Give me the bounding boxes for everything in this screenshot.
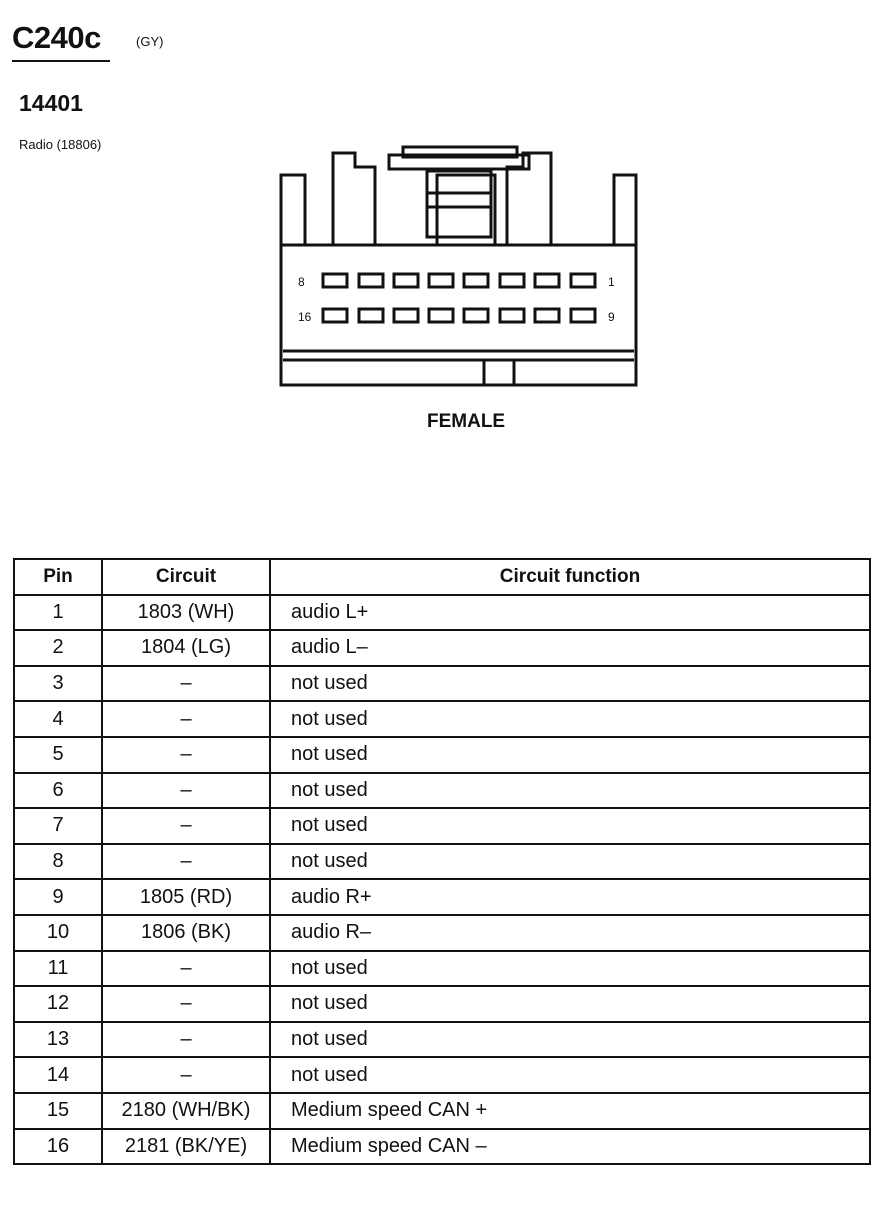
table-row — [14, 1129, 870, 1165]
table-row — [14, 1022, 870, 1058]
pin-number: 8 — [14, 844, 102, 880]
circuit-number: 1805 (RD) — [102, 879, 270, 915]
part-number: 14401 — [19, 90, 83, 116]
pin-number: 10 — [14, 915, 102, 951]
pin-number: 2 — [14, 630, 102, 666]
table-row — [14, 844, 870, 880]
circuit-function: audio L+ — [270, 595, 870, 631]
column-header-pin: Pin — [14, 559, 102, 595]
pin-number: 9 — [14, 879, 102, 915]
circuit-number: 2181 (BK/YE) — [102, 1129, 270, 1165]
pin-cavity — [535, 309, 559, 322]
circuit-function: not used — [270, 1057, 870, 1093]
pin-number: 5 — [14, 737, 102, 773]
pin-number: 4 — [14, 701, 102, 737]
pin-cavity — [500, 309, 524, 322]
circuit-number: 1806 (BK) — [102, 915, 270, 951]
component-name: Radio (18806) — [19, 137, 102, 152]
column-header-circuit-function: Circuit function — [270, 559, 870, 595]
pin-cavity — [359, 274, 383, 287]
pin-cavity — [464, 309, 488, 322]
table-row — [14, 986, 870, 1022]
table-row — [14, 595, 870, 631]
pin-number: 15 — [14, 1093, 102, 1129]
circuit-number: – — [102, 666, 270, 702]
pin-cavity — [394, 309, 418, 322]
table-row — [14, 630, 870, 666]
table-row — [14, 737, 870, 773]
circuit-function: not used — [270, 773, 870, 809]
circuit-function: Medium speed CAN – — [270, 1129, 870, 1165]
pin-number: 11 — [14, 951, 102, 987]
column-header-circuit: Circuit — [102, 559, 270, 595]
circuit-function: audio L– — [270, 630, 870, 666]
pin-cavity — [359, 309, 383, 322]
table-row — [14, 951, 870, 987]
pin-number: 6 — [14, 773, 102, 809]
circuit-number: – — [102, 951, 270, 987]
circuit-function: not used — [270, 666, 870, 702]
circuit-number: – — [102, 1057, 270, 1093]
pin-cavity — [429, 274, 453, 287]
circuit-number: – — [102, 1022, 270, 1058]
pin-number: 1 — [14, 595, 102, 631]
pin-cavity — [429, 309, 453, 322]
circuit-number: – — [102, 701, 270, 737]
circuit-function: not used — [270, 951, 870, 987]
pinout-table — [13, 558, 871, 1165]
circuit-number: 2180 (WH/BK) — [102, 1093, 270, 1129]
pin-label-9: 9 — [608, 310, 615, 324]
pin-cavity — [323, 309, 347, 322]
pin-number: 12 — [14, 986, 102, 1022]
table-row — [14, 773, 870, 809]
circuit-number: – — [102, 986, 270, 1022]
circuit-number: 1804 (LG) — [102, 630, 270, 666]
table-row — [14, 915, 870, 951]
circuit-function: audio R– — [270, 915, 870, 951]
pin-number: 13 — [14, 1022, 102, 1058]
table-row — [14, 808, 870, 844]
pin-number: 16 — [14, 1129, 102, 1165]
circuit-function: not used — [270, 844, 870, 880]
pin-number: 14 — [14, 1057, 102, 1093]
pin-cavity — [500, 274, 524, 287]
pin-cavity — [535, 274, 559, 287]
circuit-function: not used — [270, 737, 870, 773]
circuit-function: not used — [270, 808, 870, 844]
connector-id-underline — [12, 60, 110, 62]
circuit-number: – — [102, 844, 270, 880]
pin-number: 7 — [14, 808, 102, 844]
pin-label-16: 16 — [298, 310, 312, 324]
connector-face-diagram — [275, 145, 645, 390]
pin-label-8: 8 — [298, 275, 305, 289]
circuit-number: – — [102, 808, 270, 844]
circuit-function: audio R+ — [270, 879, 870, 915]
circuit-function: not used — [270, 986, 870, 1022]
table-header-row — [14, 559, 870, 595]
table-row — [14, 1093, 870, 1129]
pin-cavity — [464, 274, 488, 287]
pin-cavity — [571, 274, 595, 287]
connector-gender: FEMALE — [427, 411, 506, 432]
circuit-function: Medium speed CAN + — [270, 1093, 870, 1129]
circuit-function: not used — [270, 701, 870, 737]
pin-cavity — [571, 309, 595, 322]
connector-id: C240c — [12, 20, 101, 55]
circuit-number: – — [102, 737, 270, 773]
pin-cavity — [323, 274, 347, 287]
pin-number: 3 — [14, 666, 102, 702]
circuit-number: 1803 (WH) — [102, 595, 270, 631]
circuit-number: – — [102, 773, 270, 809]
pin-label-1: 1 — [608, 275, 615, 289]
circuit-function: not used — [270, 1022, 870, 1058]
table-row — [14, 879, 870, 915]
connector-color: (GY) — [136, 34, 164, 49]
table-row — [14, 666, 870, 702]
table-row — [14, 1057, 870, 1093]
pin-cavity — [394, 274, 418, 287]
table-row — [14, 701, 870, 737]
